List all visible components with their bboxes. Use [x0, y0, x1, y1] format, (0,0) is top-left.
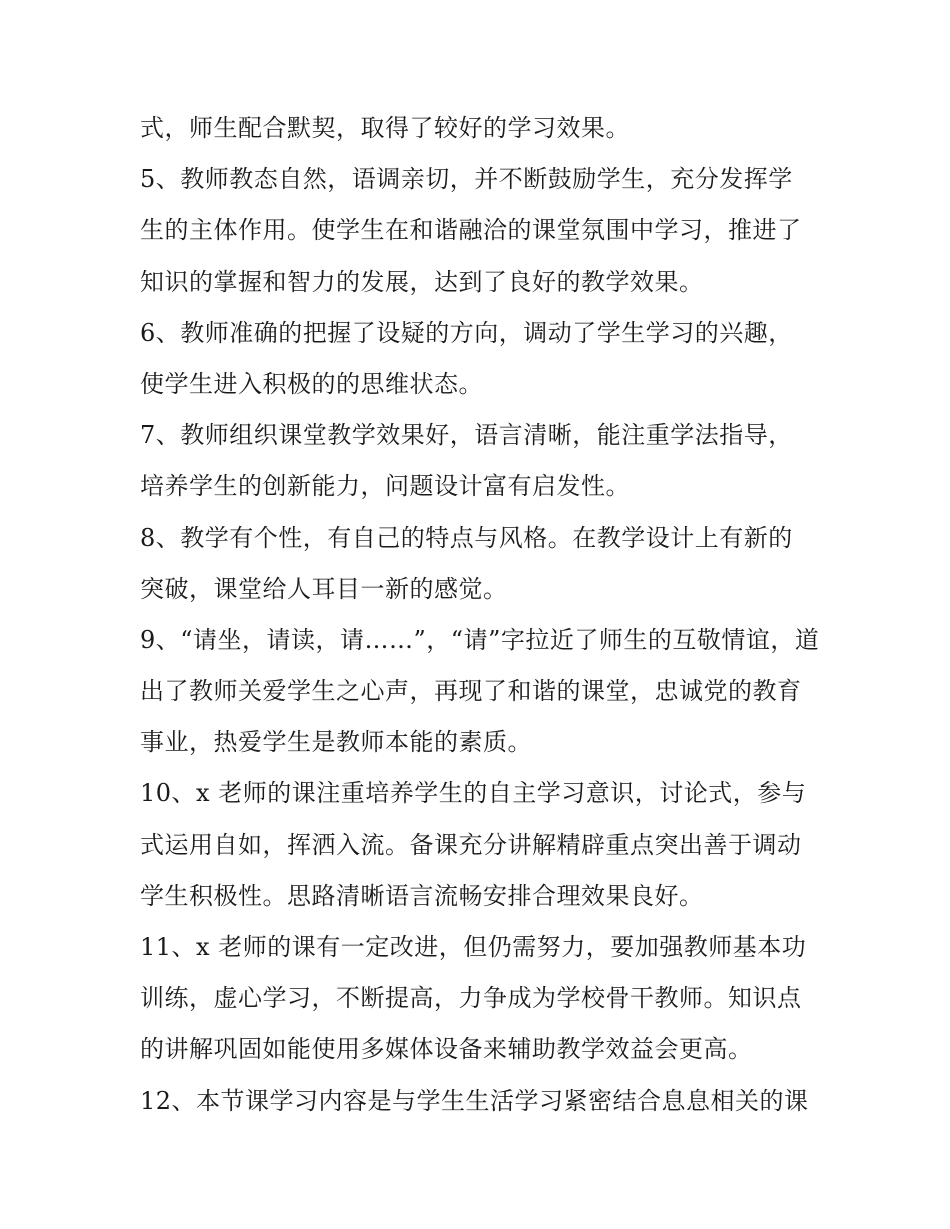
- text-line: 6、教师准确的把握了设疑的方向，调动了学生学习的兴趣，: [140, 318, 793, 347]
- text-line: 事业，热爱学生是教师本能的素质。: [140, 728, 532, 757]
- document-body: [140, 103, 820, 1127]
- text-line: 10、x 老师的课注重培养学生的自主学习意识，讨论式，参与: [140, 779, 807, 808]
- text-line: 学生积极性。思路清晰语言流畅安排合理效果良好。: [140, 881, 704, 910]
- text-line: 8、教学有个性，有自己的特点与风格。在教学设计上有新的: [140, 523, 793, 552]
- text-line: 9、“请坐，请读，请……”，“请”字拉近了师生的互敬情谊，道: [140, 625, 820, 654]
- text-line: 式，师生配合默契，取得了较好的学习效果。: [140, 114, 630, 142]
- text-line: 培养学生的创新能力，问题设计富有启发性。: [140, 472, 630, 501]
- text-line: 式运用自如，挥洒入流。备课充分讲解精辟重点突出善于调动: [140, 830, 802, 859]
- text-line: 5、教师教态自然，语调亲切，并不断鼓励学生，充分发挥学: [140, 165, 793, 194]
- text-line: 知识的掌握和智力的发展，达到了良好的教学效果。: [140, 267, 704, 296]
- text-line: 的讲解巩固如能使用多媒体设备来辅助教学效益会更高。: [140, 1035, 753, 1064]
- text-line: 12、本节课学习内容是与学生生活学习紧密结合息息相关的课: [140, 1086, 809, 1115]
- text-line: 11、x 老师的课有一定改进，但仍需努力，要加强教师基本功: [140, 933, 807, 961]
- text-line: 训练，虚心学习，不断提高，力争成为学校骨干教师。知识点: [140, 984, 802, 1013]
- text-line: 生的主体作用。使学生在和谐融洽的课堂氛围中学习，推进了: [140, 216, 802, 245]
- text-line: 突破，课堂给人耳目一新的感觉。: [140, 574, 508, 603]
- text-line: 7、教师组织课堂教学效果好，语言清晰，能注重学法指导，: [140, 421, 793, 450]
- text-line: 使学生进入积极的的思维状态。: [140, 369, 483, 398]
- text-line: 出了教师关爱学生之心声，再现了和谐的课堂，忠诚党的教育: [140, 677, 802, 706]
